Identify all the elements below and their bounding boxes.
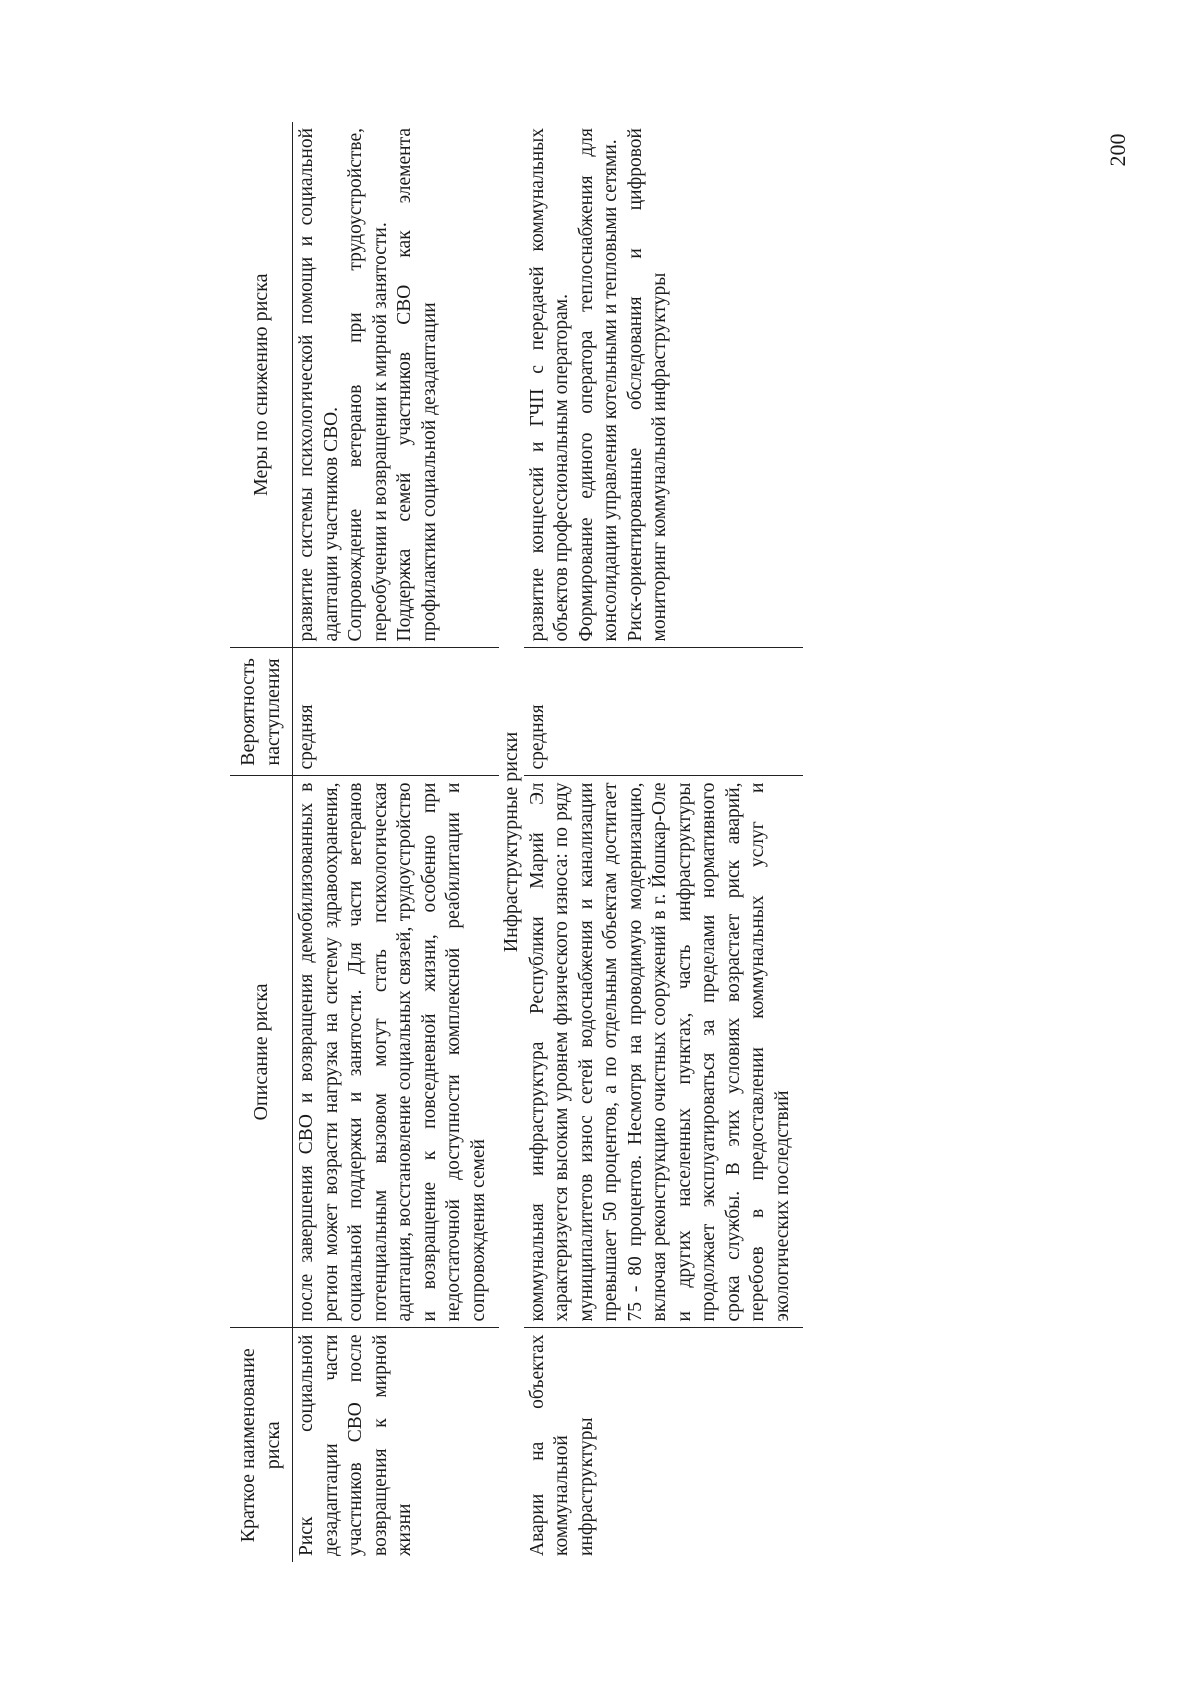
risk-name: Риск социальной дезадаптации части участников СВО после возвращения к мирной жизни <box>296 1334 415 1556</box>
risk-description: коммунальная инфраструктура Республики Марий Эл характеризуется высоким уровнем физического износа: по ряду муниципалитетов износ сетей водоснабжения и канализации превышает 50 процентов, а по отдельным объектам достигает 75 - 80 процентов. Несмотря на проводимую модернизацию, включая реконструкцию очистных сооружений в г. Йошкар-Оле и других населенных пунктах, часть инфраструктуры продолжает эксплуатироваться за пределами нормативного срока службы. В этих условиях возрастает риск аварий, перебоев в предоставлении коммунальных услуг и экологических последствий <box>524 776 804 1328</box>
risk-table <box>230 122 803 1562</box>
risk-measures <box>293 122 500 648</box>
risk-name: Аварии на объектах коммунальной инфраструктуры <box>526 1334 597 1556</box>
risk-description: после завершения СВО и возвращения демобилизованных в регион может возрасти нагрузка на систему здравоохранения, социальной поддержки и занятости. Для части ветеранов потенциальным вызовом могут стать психологическая адаптация, восстановление социальных связей, трудоустройство и возвращение к повседневной жизни, особенно при недостаточной доступности комплексной реабилитации и сопровождения семей <box>293 776 500 1328</box>
header-name: Краткое наименование риска <box>230 1328 293 1562</box>
risk-probability: средняя <box>524 648 804 776</box>
section-row <box>499 122 524 1562</box>
section-title: Инфраструктурные риски <box>500 731 522 953</box>
header-probability: Вероятность наступления <box>230 648 293 776</box>
measure-item: развитие системы психологической помощи и социальной адаптации участников СВО. <box>296 128 342 642</box>
measure-item: Формирование единого оператора теплоснабжения для консолидации управления котельными и тепловыми сетями. <box>575 128 621 642</box>
rotated-table-frame <box>230 122 850 1562</box>
measure-item: Сопровождение ветеранов при трудоустройстве, переобучении и возвращении к мирной занятости. <box>345 128 391 642</box>
table-row <box>293 122 500 1562</box>
header-description: Описание риска <box>230 776 293 1328</box>
risk-measures <box>524 122 804 648</box>
table-row <box>524 122 804 1562</box>
header-measures: Меры по снижению риска <box>230 122 293 648</box>
risk-probability: средняя <box>293 648 500 776</box>
page-number: 200 <box>1105 133 1130 167</box>
measure-item: Поддержка семей участников СВО как элемента профилактики социальной дезадаптации <box>394 128 440 642</box>
table-header-row <box>230 122 293 1562</box>
measure-item: Риск-ориентированные обследования и цифровой мониторинг коммунальной инфраструктуры <box>624 128 670 642</box>
measure-item: развитие концессий и ГЧП с передачей коммунальных объектов профессиональным операторам. <box>526 128 572 642</box>
